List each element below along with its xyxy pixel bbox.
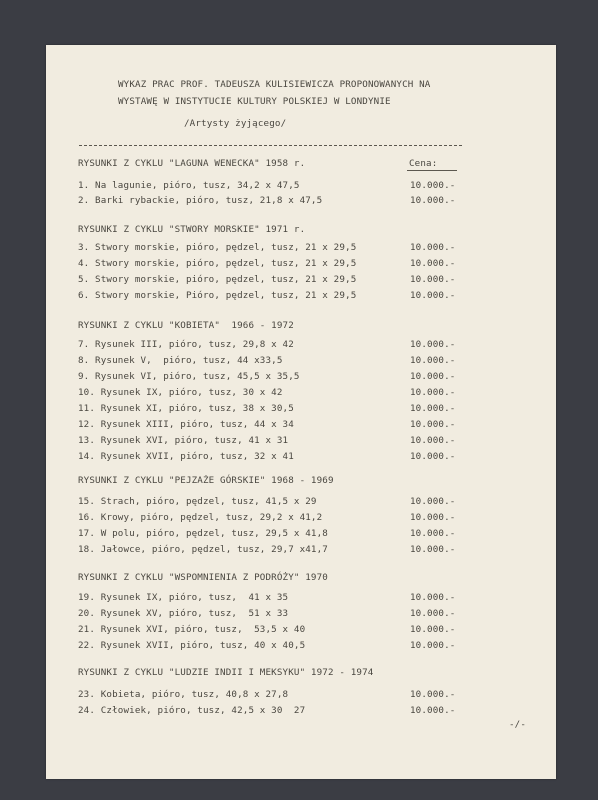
- header-rule: [79, 145, 462, 146]
- list-item: 7. Rysunek III, pióro, tusz, 29,8 x 42: [78, 339, 294, 350]
- item-price: 10.000.-: [410, 180, 456, 191]
- list-item: 22. Rysunek XVII, pióro, tusz, 40 x 40,5: [78, 640, 306, 651]
- item-price: 10.000.-: [410, 274, 456, 285]
- section-title: RYSUNKI Z CYKLU "KOBIETA" 1966 - 1972: [78, 320, 294, 331]
- item-price: 10.000.-: [410, 640, 456, 651]
- list-item: 17. W polu, pióro, pędzel, tusz, 29,5 x 41,8: [78, 528, 328, 539]
- header-line-1: WYKAZ PRAC PROF. TADEUSZA KULISIEWICZA PROPONOWANYCH NA: [118, 79, 431, 90]
- item-price: 10.000.-: [410, 451, 456, 462]
- section-title: RYSUNKI Z CYKLU "WSPOMNIENIA Z PODRÓŻY" 1970: [78, 572, 328, 583]
- header-line-3: /Artysty żyjącego/: [184, 118, 287, 129]
- item-price: 10.000.-: [410, 355, 456, 366]
- item-price: 10.000.-: [410, 419, 456, 430]
- list-item: 9. Rysunek VI, pióro, tusz, 45,5 x 35,5: [78, 371, 300, 382]
- item-price: 10.000.-: [410, 195, 456, 206]
- list-item: 19. Rysunek IX, pióro, tusz, 41 x 35: [78, 592, 289, 603]
- item-price: 10.000.-: [410, 689, 456, 700]
- item-price: 10.000.-: [410, 435, 456, 446]
- item-price: 10.000.-: [410, 544, 456, 555]
- item-price: 10.000.-: [410, 258, 456, 269]
- section-title: RYSUNKI Z CYKLU "PEJZAŻE GÓRSKIE" 1968 - 1969: [78, 475, 334, 486]
- item-price: 10.000.-: [410, 512, 456, 523]
- list-item: 11. Rysunek XI, pióro, tusz, 38 x 30,5: [78, 403, 294, 414]
- section-title: RYSUNKI Z CYKLU "LAGUNA WENECKA" 1958 r.: [78, 158, 306, 169]
- item-price: 10.000.-: [410, 387, 456, 398]
- list-item: 23. Kobieta, pióro, tusz, 40,8 x 27,8: [78, 689, 289, 700]
- list-item: 3. Stwory morskie, pióro, pędzel, tusz, 21 x 29,5: [78, 242, 357, 253]
- list-item: 2. Barki rybackie, pióro, tusz, 21,8 x 47,5: [78, 195, 323, 206]
- item-price: 10.000.-: [410, 624, 456, 635]
- price-heading: Cena:: [409, 158, 438, 169]
- list-item: 20. Rysunek XV, pióro, tusz, 51 x 33: [78, 608, 289, 619]
- list-item: 14. Rysunek XVII, pióro, tusz, 32 x 41: [78, 451, 294, 462]
- item-price: 10.000.-: [410, 290, 456, 301]
- header-line-2: WYSTAWĘ W INSTYTUCIE KULTURY POLSKIEJ W LONDYNIE: [118, 96, 391, 107]
- list-item: 18. Jałowce, pióro, pędzel, tusz, 29,7 x41,7: [78, 544, 328, 555]
- list-item: 4. Stwory morskie, pióro, pędzel, tusz, 21 x 29,5: [78, 258, 357, 269]
- list-item: 10. Rysunek IX, pióro, tusz, 30 x 42: [78, 387, 283, 398]
- continuation-mark: -/-: [509, 719, 527, 730]
- list-item: 16. Krowy, pióro, pędzel, tusz, 29,2 x 41,2: [78, 512, 323, 523]
- section-title: RYSUNKI Z CYKLU "STWORY MORSKIE" 1971 r.: [78, 224, 306, 235]
- item-price: 10.000.-: [410, 496, 456, 507]
- item-price: 10.000.-: [410, 242, 456, 253]
- list-item: 24. Człowiek, pióro, tusz, 42,5 x 30 27: [78, 705, 306, 716]
- item-price: 10.000.-: [410, 403, 456, 414]
- list-item: 13. Rysunek XVI, pióro, tusz, 41 x 31: [78, 435, 289, 446]
- item-price: 10.000.-: [410, 592, 456, 603]
- item-price: 10.000.-: [410, 705, 456, 716]
- item-price: 10.000.-: [410, 371, 456, 382]
- list-item: 8. Rysunek V, pióro, tusz, 44 x33,5: [78, 355, 283, 366]
- document-page: [46, 45, 556, 779]
- item-price: 10.000.-: [410, 608, 456, 619]
- price-heading-underline: [407, 170, 457, 171]
- section-title: RYSUNKI Z CYKLU "LUDZIE INDII I MEKSYKU" 1972 - 1974: [78, 667, 374, 678]
- list-item: 1. Na lagunie, pióro, tusz, 34,2 x 47,5: [78, 180, 300, 191]
- list-item: 15. Strach, pióro, pędzel, tusz, 41,5 x 29: [78, 496, 317, 507]
- list-item: 12. Rysunek XIII, pióro, tusz, 44 x 34: [78, 419, 294, 430]
- list-item: 5. Stwory morskie, pióro, pędzel, tusz, 21 x 29,5: [78, 274, 357, 285]
- item-price: 10.000.-: [410, 528, 456, 539]
- list-item: 6. Stwory morskie, Pióro, pędzel, tusz, 21 x 29,5: [78, 290, 357, 301]
- item-price: 10.000.-: [410, 339, 456, 350]
- list-item: 21. Rysunek XVI, pióro, tusz, 53,5 x 40: [78, 624, 306, 635]
